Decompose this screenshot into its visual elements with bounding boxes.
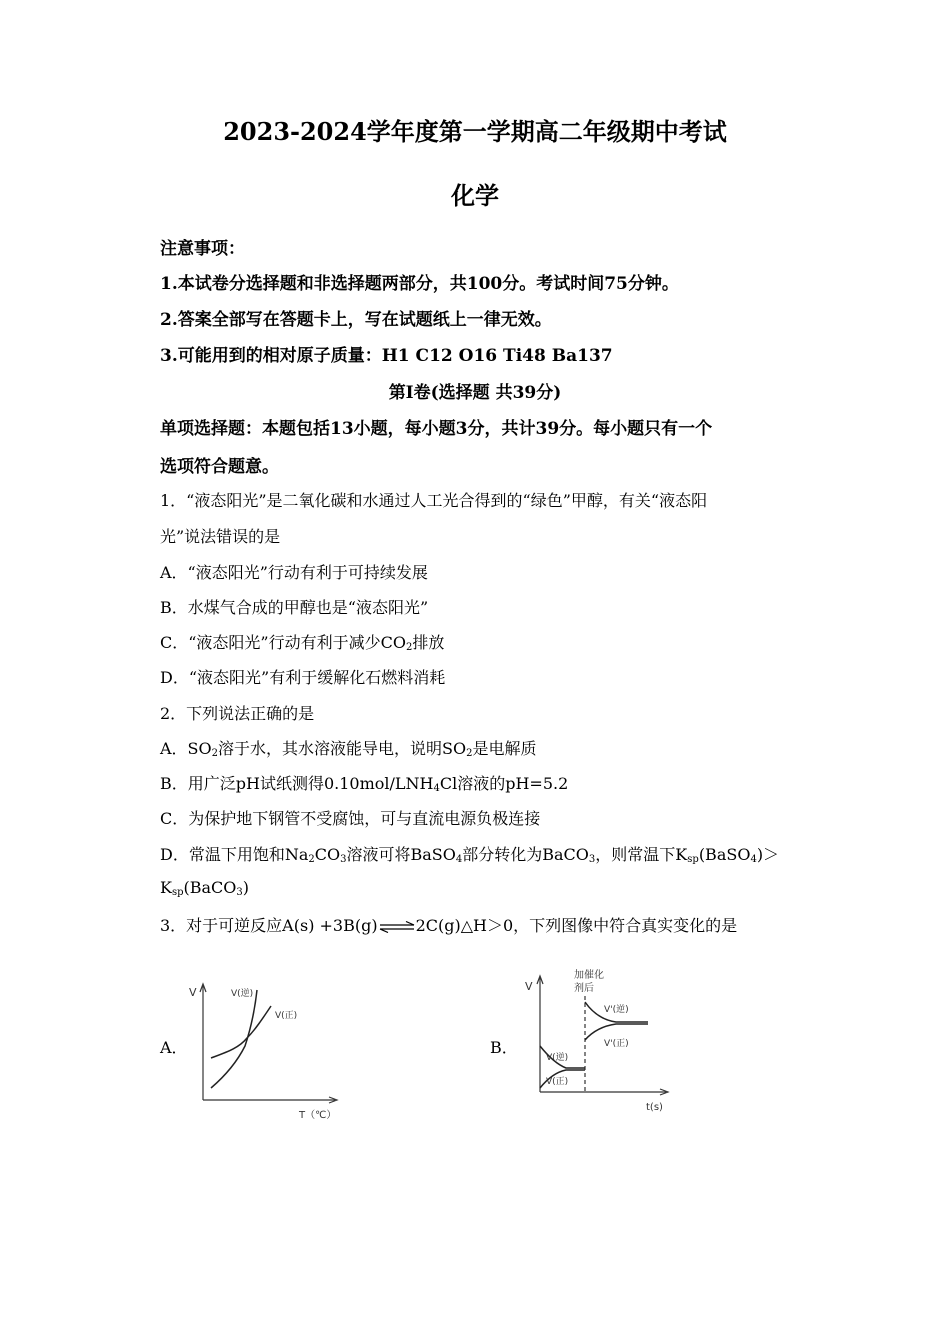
- equilibrium-arrow-icon: [379, 921, 415, 933]
- graph-b-x-label: t(s): [646, 1102, 663, 1113]
- q2-d-text: CO: [314, 845, 341, 864]
- graph-a-x-label: T（℃）: [299, 1110, 337, 1121]
- graph-a-curve-forward: [211, 1006, 271, 1058]
- notice-item-2: 2.答案全部写在答题卡上，写在试题纸上一律无效。: [160, 310, 552, 330]
- q2-d-text: (BaSO: [698, 845, 751, 864]
- graph-a-label-reverse: V(逆): [231, 989, 254, 999]
- q3-graph-b: [520, 964, 675, 1124]
- q3-graph-a: [185, 978, 345, 1128]
- q2-b-text: B．用广泛pH试纸测得0.10mol/LNH: [160, 774, 434, 793]
- q2-d-text: 溶液可将BaSO: [346, 845, 456, 864]
- q2-d-text: )＞: [756, 845, 780, 864]
- q2-d-sub: 4: [455, 854, 463, 865]
- graph-a-curve-reverse: [211, 990, 257, 1088]
- section-instruction-1: 单项选择题：本题包括13小题，每小题3分，共计39分。每小题只有一个: [160, 419, 713, 439]
- q2-d-sub: 3: [340, 854, 347, 865]
- q2-d-sub: sp: [687, 854, 699, 865]
- q2-d-text: (BaCO: [183, 878, 237, 897]
- graph-b-label-forward-after: V'(正): [604, 1039, 629, 1049]
- q3-stem-text: 3．对于可逆反应A(s) +3B(g): [160, 916, 378, 935]
- q1-option-c: [160, 630, 444, 653]
- q2-d-text: D．常温下用饱和Na: [160, 845, 309, 864]
- section-title: 第I卷(选择题 共39分): [388, 383, 562, 403]
- graph-b-y-label: V: [525, 980, 533, 993]
- q2-b-sub: 4: [433, 783, 440, 794]
- q1-c-text-end: 排放: [412, 633, 445, 652]
- q2-option-d: [160, 842, 779, 865]
- q1-option-b: B．水煤气合成的甲醇也是“液态阳光”: [160, 598, 429, 617]
- q2-d-text: ，则常温下K: [595, 845, 688, 864]
- graph-b-label-reverse-before: V(逆): [546, 1053, 569, 1063]
- q1-option-d: D．“液态阳光”有利于缓解化石燃料消耗: [160, 668, 446, 687]
- q2-a-text: A．SO: [160, 739, 212, 758]
- q1-c-sub: 2: [405, 642, 413, 653]
- graph-a-y-label: V: [189, 986, 197, 999]
- q2-a-text: 溶于水，其水溶液能导电，说明SO: [218, 739, 467, 758]
- q2-a-sub: 2: [211, 748, 219, 759]
- graph-b-label-forward-before: V(正): [546, 1077, 569, 1087]
- q2-option-b: [160, 771, 568, 794]
- q2-b-text: Cl溶液的pH=5.2: [439, 774, 569, 793]
- graph-b-catalyst-label-2: 剂后: [574, 983, 594, 994]
- q3-option-b-label: B．: [490, 1038, 518, 1057]
- q3-stem: [160, 913, 737, 936]
- q2-stem: 2．下列说法正确的是: [160, 704, 315, 723]
- subject-title: 化学: [451, 181, 499, 210]
- q3-option-a-label: A．: [160, 1038, 188, 1057]
- q2-d-text: K: [160, 878, 172, 897]
- notice-item-1: 1.本试卷分选择题和非选择题两部分，共100分。考试时间75分钟。: [160, 274, 679, 294]
- q2-d-sub: 3: [236, 887, 243, 898]
- q2-option-a: [160, 736, 537, 759]
- q2-d-sub: 2: [308, 854, 315, 865]
- notice-heading: 注意事项：: [160, 239, 245, 259]
- graph-b-curve-forward-after: [585, 1024, 648, 1040]
- exam-title: 2023-2024学年度第一学期高二年级期中考试: [223, 117, 727, 146]
- graph-b-catalyst-label-1: 加催化: [574, 970, 604, 981]
- q1-option-a: A．“液态阳光”行动有利于可持续发展: [160, 563, 428, 582]
- graph-b-label-reverse-after: V'(逆): [604, 1005, 629, 1015]
- q1-c-text: C．“液态阳光”行动有利于减少CO: [160, 633, 406, 652]
- q2-d-text: 部分转化为BaCO: [462, 845, 589, 864]
- q2-option-d-line-2: [160, 878, 249, 897]
- section-instruction-2: 选项符合题意。: [160, 457, 279, 477]
- graph-a-label-forward: V(正): [275, 1011, 298, 1021]
- q1-stem-line-1: 1．“液态阳光”是二氧化碳和水通过人工光合得到的“绿色”甲醇，有关“液态阳: [160, 491, 708, 510]
- q2-d-sub: 3: [588, 854, 596, 865]
- q2-option-c: C．为保护地下钢管不受腐蚀，可与直流电源负极连接: [160, 809, 541, 828]
- q2-d-sub: sp: [171, 887, 184, 898]
- q2-d-sub: 4: [750, 854, 757, 865]
- q1-stem-line-2: 光”说法错误的是: [160, 527, 281, 546]
- q2-a-text: 是电解质: [472, 739, 537, 758]
- q2-a-sub: 2: [466, 748, 473, 759]
- q3-stem-text-end: 2C(g)△H＞0，下列图像中符合真实变化的是: [415, 916, 738, 935]
- q2-d-text: ): [242, 878, 250, 897]
- notice-item-3: 3.可能用到的相对原子质量：H1 C12 O16 Ti48 Ba137: [160, 346, 613, 366]
